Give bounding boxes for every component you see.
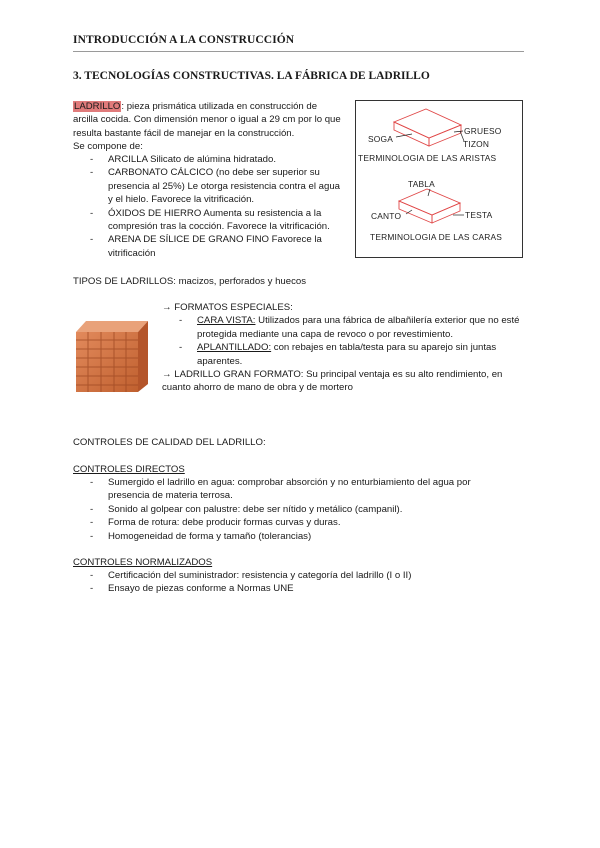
label-canto: CANTO <box>371 211 402 221</box>
brick-terminology-diagram <box>355 100 523 258</box>
list-dash: - <box>90 154 94 165</box>
list-item <box>73 207 343 234</box>
cara-vista-text: Utilizados para una fábrica de albañilería exterior que no esté protegida mediante una capa de revoco o por revestimiento. <box>197 315 520 340</box>
label-tizon: TIZON <box>463 139 490 149</box>
list-item <box>73 153 343 166</box>
list-item-text: ARENA DE SÍLICE DE GRANO FINO Favorece la vitrificación <box>108 234 322 259</box>
list-item <box>73 569 503 582</box>
leader-lines-caras <box>406 189 464 215</box>
list-item-text: ARCILLA Silicato de alúmina hidratado. <box>108 154 276 165</box>
definition-text: : pieza prismática utilizada en construcción de arcilla cocida. Con dimensión menor o igual a 29 cm por lo que resulta bastante fácil de manejar en la construcción. <box>73 101 341 139</box>
label-soga: SOGA <box>368 134 394 144</box>
list-dash: - <box>90 234 94 246</box>
brick-caras-shape <box>399 189 460 223</box>
list-dash: - <box>90 530 94 542</box>
controles-directos-title: CONTROLES DIRECTOS <box>73 464 185 475</box>
list-item <box>162 341 532 368</box>
label-caras-caption: TERMINOLOGIA DE LAS CARAS <box>370 232 503 242</box>
label-testa: TESTA <box>465 210 493 220</box>
formatos-especiales <box>162 301 532 395</box>
brick-illustration <box>74 318 150 393</box>
list-dash: - <box>90 517 94 529</box>
list-dash: - <box>90 503 94 515</box>
list-item <box>73 233 343 260</box>
list-item-text: Sonido al golpear con palustre: debe ser nítido y metálico (campanil). <box>108 503 403 515</box>
list-item <box>162 314 532 341</box>
list-dash: - <box>179 342 183 354</box>
components-list <box>73 153 343 260</box>
brick-aristas-shape <box>394 109 461 146</box>
label-aristas-caption: TERMINOLOGIA DE LAS ARISTAS <box>358 153 497 163</box>
list-dash: - <box>90 207 94 219</box>
list-dash: - <box>90 477 94 488</box>
cara-vista-label: CARA VISTA: <box>197 315 256 327</box>
formatos-list <box>162 314 532 368</box>
list-dash: - <box>179 315 183 327</box>
list-item-text: Certificación del suministrador: resistencia y categoría del ladrillo (I o II) <box>108 570 412 581</box>
list-item <box>73 166 343 206</box>
document-header: INTRODUCCIÓN A LA CONSTRUCCIÓN <box>73 34 295 46</box>
list-item-text: Forma de rotura: debe producir formas curvas y duras. <box>108 517 341 529</box>
controles-normalizados-title: CONTROLES NORMALIZADOS <box>73 557 213 568</box>
controles-title: CONTROLES DE CALIDAD DEL LADRILLO: <box>73 437 266 448</box>
list-item-text: Ensayo de piezas conforme a Normas UNE <box>108 583 294 595</box>
list-item <box>73 516 503 529</box>
list-dash: - <box>90 570 94 581</box>
label-grueso: GRUESO <box>464 126 502 136</box>
aplantillado-text: con rebajes en tabla/testa para su aparejo sin juntas aparentes. <box>197 342 497 367</box>
list-item <box>73 476 503 503</box>
perforated-brick-image <box>74 318 150 393</box>
list-dash: - <box>90 583 94 595</box>
list-item-text: Homogeneidad de forma y tamaño (tolerancias) <box>108 530 312 542</box>
aplantillado-label: APLANTILLADO: <box>197 342 272 354</box>
tipos-ladrillos: TIPOS DE LADRILLOS: macizos, perforados y huecos <box>73 276 307 287</box>
formatos-title: → FORMATOS ESPECIALES: <box>162 302 293 313</box>
list-item-text: ÓXIDOS DE HIERRO Aumenta su resistencia a la compresión tras la cocción. Favorece la vitrificación. <box>108 207 330 233</box>
section-title: 3. TECNOLOGÍAS CONSTRUCTIVAS. LA FÁBRICA DE LADRILLO <box>73 70 430 82</box>
definition-paragraph <box>73 100 343 154</box>
controles-directos-list <box>73 476 503 543</box>
list-item <box>73 582 503 595</box>
list-item-text: Sumergido el ladrillo en agua: comprobar absorción y no enturbiamiento del agua por presencia de materia terrosa. <box>108 477 471 502</box>
list-item <box>73 530 503 543</box>
compone-label: Se compone de: <box>73 141 143 153</box>
gran-formato-text: → LADRILLO GRAN FORMATO: Su principal ventaja es su alto rendimiento, en cuanto ahorro de mano de obra y de mortero <box>162 369 503 394</box>
controles-normalizados-list <box>73 569 503 596</box>
list-item-text: CARBONATO CÁLCICO (no debe ser superior su presencia al 25%) Le otorga resistencia contra el agua y el hielo. Favorece la vitrificación. <box>108 167 340 206</box>
list-item <box>73 503 503 516</box>
list-dash: - <box>90 167 94 179</box>
term-highlight: LADRILLO <box>74 101 121 112</box>
header-rule <box>73 51 524 52</box>
label-tabla: TABLA <box>408 179 435 189</box>
